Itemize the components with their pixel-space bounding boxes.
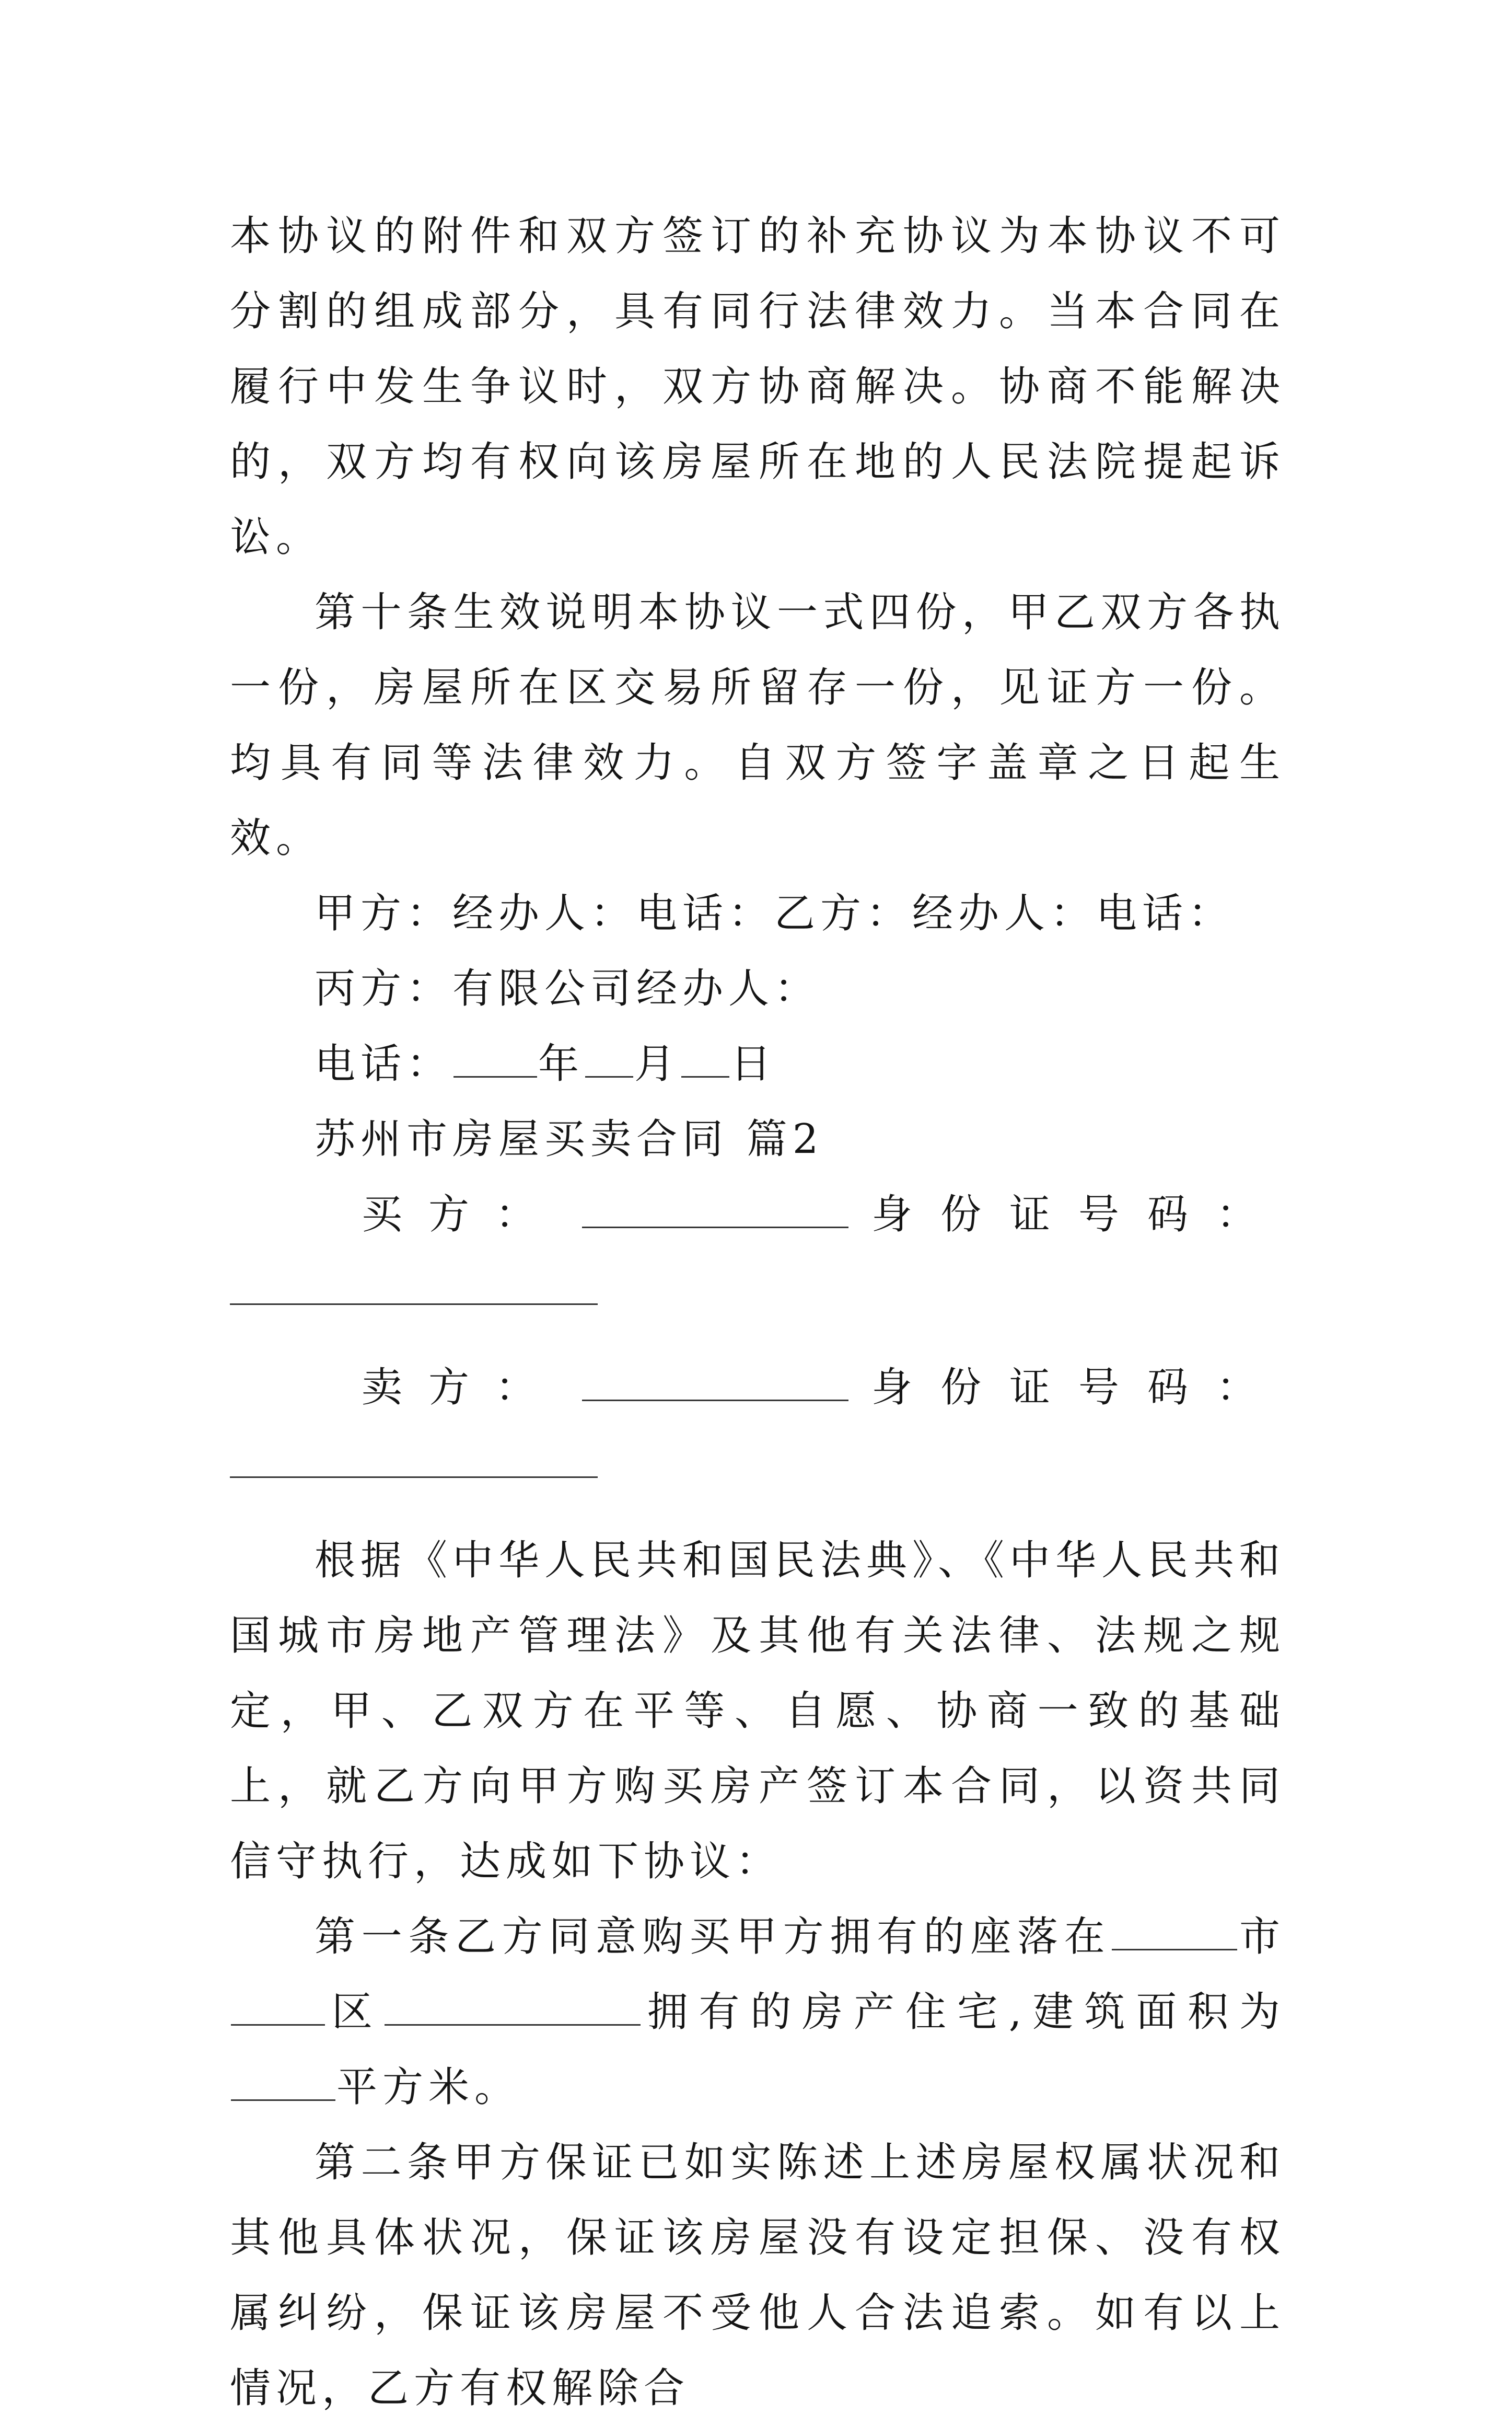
buyer-id-blank	[230, 1303, 598, 1305]
district-blank-a	[231, 1979, 325, 2026]
paragraph-effectiveness: 第十条生效说明本协议一式四份，甲乙双方各执一份，房屋所在区交易所留存一份，见证方一份。均具有同等法律效力。自双方签字盖章之日起生效。	[230, 589, 1285, 862]
seller-name-blank	[582, 1353, 848, 1401]
day-label: 日	[730, 1041, 777, 1088]
phone-label: 电话：	[315, 1041, 453, 1088]
document-content	[230, 199, 1285, 2426]
buyer-id-label: 身份证号码：	[871, 1191, 1285, 1238]
seller-id-blank	[230, 1476, 598, 1478]
buyer-name-blank	[582, 1180, 848, 1228]
paragraph-legal-basis: 根据《中华人民共和国民法典》、《中华人民共和国城市房地产管理法》及其他有关法律、法规之规定，甲、乙双方在平等、自愿、协商一致的基础上，就乙方向甲方购买房产签订本合同，以资共同信守执行，达成如下协议：	[230, 1537, 1286, 1885]
seller-id-label: 身份证号码：	[871, 1364, 1285, 1411]
buyer-label: 买方：	[362, 1191, 563, 1238]
signature-line-parties: 甲方：经办人：电话：乙方：经办人：电话：	[315, 890, 1235, 937]
signature-line-date	[315, 1026, 1285, 1102]
article-1-text-b: 市	[1238, 1913, 1285, 1960]
city-blank	[1112, 1904, 1237, 1950]
month-label: 月	[634, 1041, 681, 1088]
address-blank	[385, 1979, 641, 2026]
phone-blank	[453, 1031, 537, 1078]
year-label: 年	[538, 1041, 585, 1088]
area-blank	[231, 2054, 335, 2101]
article-1-text-e: 平方米。	[336, 2064, 521, 2111]
seller-label: 卖方：	[362, 1364, 563, 1411]
buyer-row	[230, 1177, 1285, 1252]
signature-line-third-party: 丙方：有限公司经办人：	[315, 965, 821, 1012]
article-1-text-d: 拥有的房产住宅,建筑面积为	[641, 1989, 1285, 2036]
seller-row	[230, 1350, 1285, 1425]
paragraph-article-2: 第二条甲方保证已如实陈述上述房屋权属状况和其他具体状况，保证该房屋没有设定担保、没有权属纠纷，保证该房屋不受他人合法追索。如有以上情况，乙方有权解除合	[230, 2139, 1285, 2412]
paragraph-article-1	[230, 1899, 1285, 2125]
paragraph-dispute-resolution: 本协议的附件和双方签订的补充协议为本协议不可分割的组成部分，具有同行法律效力。当本合同在履行中发生争议时，双方协商解决。协商不能解决的，双方均有权向该房屋所在地的人民法院提起诉讼。	[230, 213, 1285, 561]
article-1-text-c: 区	[326, 1989, 383, 2036]
article-1-text-a: 第一条乙方同意购买甲方拥有的座落在	[315, 1913, 1111, 1960]
day-blank	[681, 1031, 729, 1078]
month-blank	[585, 1031, 633, 1078]
section-heading: 苏州市房屋买卖合同 篇2	[315, 1116, 824, 1163]
